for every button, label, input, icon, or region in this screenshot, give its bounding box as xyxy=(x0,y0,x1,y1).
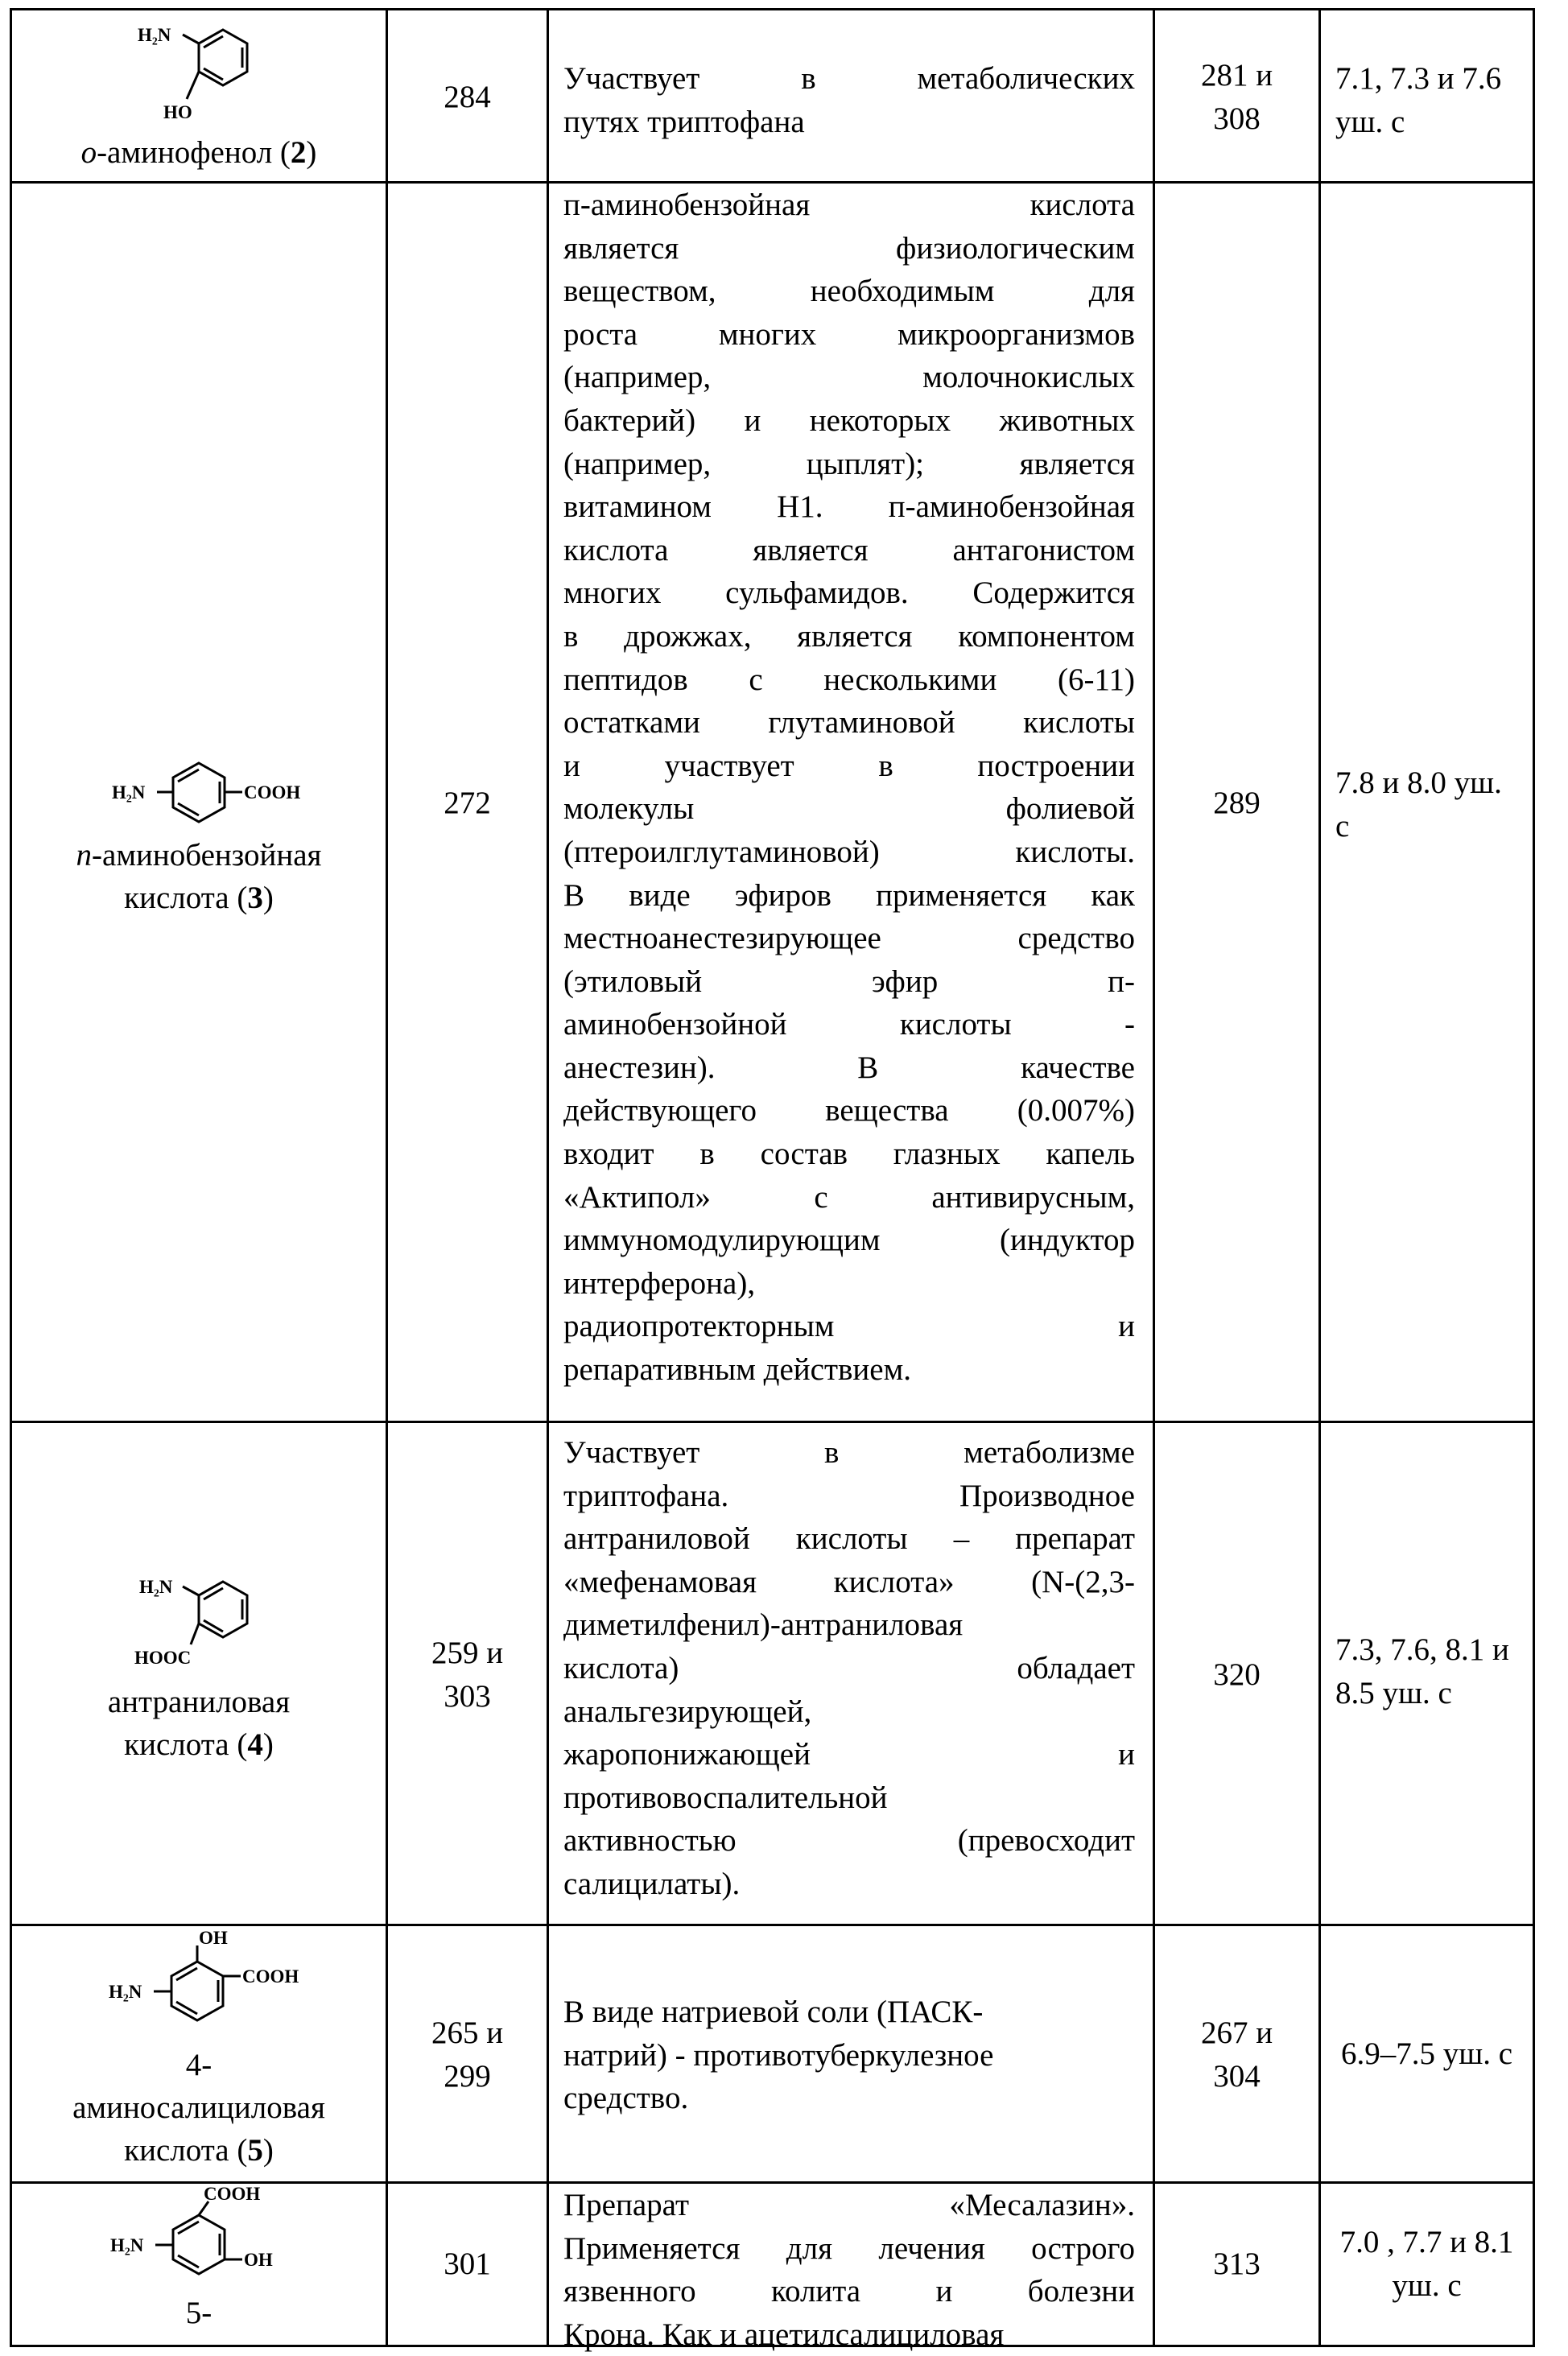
compound-cell xyxy=(10,10,386,184)
svg-text:H₂N: H₂N xyxy=(110,2235,144,2255)
svg-text:HOOC: HOOC xyxy=(134,1648,192,1668)
lambda2-cell: 289 xyxy=(1153,184,1318,1423)
description-line: язвенного колита и болезни xyxy=(563,2274,1135,2309)
compound-name: антраниловая кислота (4) xyxy=(107,1685,291,1762)
nmr-cell: 7.3, 7.6, 8.1 и 8.5 уш. с xyxy=(1318,1423,1535,1926)
svg-text:OH: OH xyxy=(199,1929,228,1948)
description-cell xyxy=(547,10,1153,184)
description-line: репаративным действием. xyxy=(563,1352,912,1388)
description-line: В виде эфиров применяется как xyxy=(563,877,1135,913)
description-line: аминобензойной кислоты - xyxy=(563,1007,1135,1042)
nmr-cell: 7.8 и 8.0 уш. с xyxy=(1318,184,1535,1423)
description-line: кислота) обладает xyxy=(563,1650,1135,1686)
structure-anthranilic-acid xyxy=(12,1564,386,1685)
description-line: путях триптофана xyxy=(563,104,805,139)
description-line: (например, молочнокислых xyxy=(563,360,1135,395)
description-line: действующего вещества (0.007%) xyxy=(563,1093,1135,1128)
lambda2-cell: 267 и 304 xyxy=(1153,1926,1318,2184)
lambda1-cell: 301 xyxy=(386,2184,547,2345)
description-line: триптофана. Производное xyxy=(563,1478,1135,1513)
compound-cell xyxy=(10,1423,386,1926)
description-line: Крона. Как и ацетилсалициловая xyxy=(563,2317,1005,2352)
lambda2-cell: 320 xyxy=(1153,1423,1318,1926)
description-line: жаропонижающей и xyxy=(563,1737,1135,1772)
description-line: бактерий) и некоторых животных xyxy=(563,402,1135,438)
compound-name: 5- xyxy=(185,2296,213,2330)
description-line: иммуномодулирующим (индуктор xyxy=(563,1223,1135,1258)
description-line: входит в состав глазных капель xyxy=(563,1137,1135,1172)
compound-name: о-аминофенол (2) xyxy=(80,135,317,170)
description-cell xyxy=(547,2184,1153,2352)
svg-text:H₂N: H₂N xyxy=(139,1577,173,1597)
description-line: многих сульфамидов. Содержится xyxy=(563,576,1135,611)
description-line: натрий) - противотуберкулезное xyxy=(563,2037,994,2073)
description-line: Участвует в метаболических xyxy=(563,61,1135,96)
svg-text:OH: OH xyxy=(244,2250,273,2270)
structure-5-aminosalicylic-acid xyxy=(12,2187,386,2300)
description-line: Участвует в метаболизме xyxy=(563,1435,1135,1470)
description-line: витамином H1. п-аминобензойная xyxy=(563,489,1135,525)
svg-text:H₂N: H₂N xyxy=(109,1982,142,2002)
compound-cell xyxy=(10,184,386,1423)
svg-text:COOH: COOH xyxy=(244,782,301,803)
table-row xyxy=(10,1924,1535,2184)
description-line: веществом, необходимым для xyxy=(563,274,1135,309)
description-line: (птероилглутаминовой) кислоты. xyxy=(563,834,1135,869)
description-line: антраниловой кислоты – препарат xyxy=(563,1521,1135,1557)
description-line: анестезин). В качестве xyxy=(563,1050,1135,1085)
structure-o-aminophenol xyxy=(12,19,386,139)
lambda1-cell: 284 xyxy=(386,10,547,184)
description-line: «Актипол» с антивирусным, xyxy=(563,1179,1135,1215)
table-row xyxy=(10,181,1535,1423)
svg-text:HO: HO xyxy=(163,102,192,122)
lambda1-cell: 265 и 299 xyxy=(386,1926,547,2184)
table-row xyxy=(10,2181,1535,2352)
structure-4-aminosalicylic-acid xyxy=(12,1929,386,2050)
description-line: в дрожжах, является компонентом xyxy=(563,618,1135,654)
table-row xyxy=(10,1421,1535,1926)
compound-name: п-аминобензойная кислота (3) xyxy=(76,838,322,915)
lambda1-cell: 259 и 303 xyxy=(386,1423,547,1926)
compound-cell xyxy=(10,2184,386,2345)
description-line: молекулы фолиевой xyxy=(563,791,1135,827)
nmr-cell: 6.9–7.5 уш. с xyxy=(1318,1926,1535,2184)
description-cell xyxy=(547,184,1153,1423)
nmr-cell: 7.1, 7.3 и 7.6 уш. с xyxy=(1318,10,1535,184)
description-line: противовоспалительной xyxy=(563,1780,888,1815)
lambda2-cell: 313 xyxy=(1153,2184,1318,2345)
description-cell xyxy=(547,1423,1153,1926)
structure-p-aminobenzoic-acid xyxy=(12,751,386,831)
description-line: Препарат «Месалазин». xyxy=(563,2188,1135,2222)
description-line: средство. xyxy=(563,2081,689,2116)
description-line: (этиловый эфир п- xyxy=(563,963,1135,999)
compound-cell xyxy=(10,1926,386,2184)
compound-name: 4- аминосалициловая кислота (5) xyxy=(72,2048,325,2168)
description-line: остатками глутаминовой кислоты xyxy=(563,705,1135,741)
description-line: кислота является антагонистом xyxy=(563,532,1135,567)
description-line: салицилаты). xyxy=(563,1866,741,1901)
description-line: интерферона), xyxy=(563,1265,756,1301)
description-line: диметилфенил)-антраниловая xyxy=(563,1607,963,1643)
description-line: активностью (превосходит xyxy=(563,1823,1135,1859)
description-cell xyxy=(547,1926,1153,2184)
description-line: п-аминобензойная кислота xyxy=(563,188,1135,222)
svg-text:H₂N: H₂N xyxy=(112,782,146,803)
svg-text:H₂N: H₂N xyxy=(138,25,171,45)
description-line: анальгезирующей, xyxy=(563,1694,812,1729)
description-line: местноанестезирующее средство xyxy=(563,921,1135,956)
description-line: Применяется для лечения острого xyxy=(563,2230,1135,2266)
lambda2-cell: 281 и 308 xyxy=(1153,10,1318,184)
description-line: радиопротекторным и xyxy=(563,1309,1135,1344)
description-line: (например, цыплят); является xyxy=(563,446,1135,481)
nmr-cell: 7.0 , 7.7 и 8.1 уш. с xyxy=(1318,2184,1535,2345)
svg-text:COOH: COOH xyxy=(242,1966,299,1987)
description-line: и участвует в построении xyxy=(563,748,1135,783)
description-line: «мефенамовая кислота» (N-(2,3- xyxy=(563,1564,1135,1599)
svg-text:COOH: COOH xyxy=(204,2187,261,2204)
table-row xyxy=(10,8,1535,184)
description-line: В виде натриевой соли (ПАСК- xyxy=(563,1995,984,2029)
lambda1-cell: 272 xyxy=(386,184,547,1423)
description-line: роста многих микроорганизмов xyxy=(563,316,1135,352)
description-line: пептидов с несколькими (6-11) xyxy=(563,662,1135,697)
description-line: является физиологическим xyxy=(563,230,1135,266)
